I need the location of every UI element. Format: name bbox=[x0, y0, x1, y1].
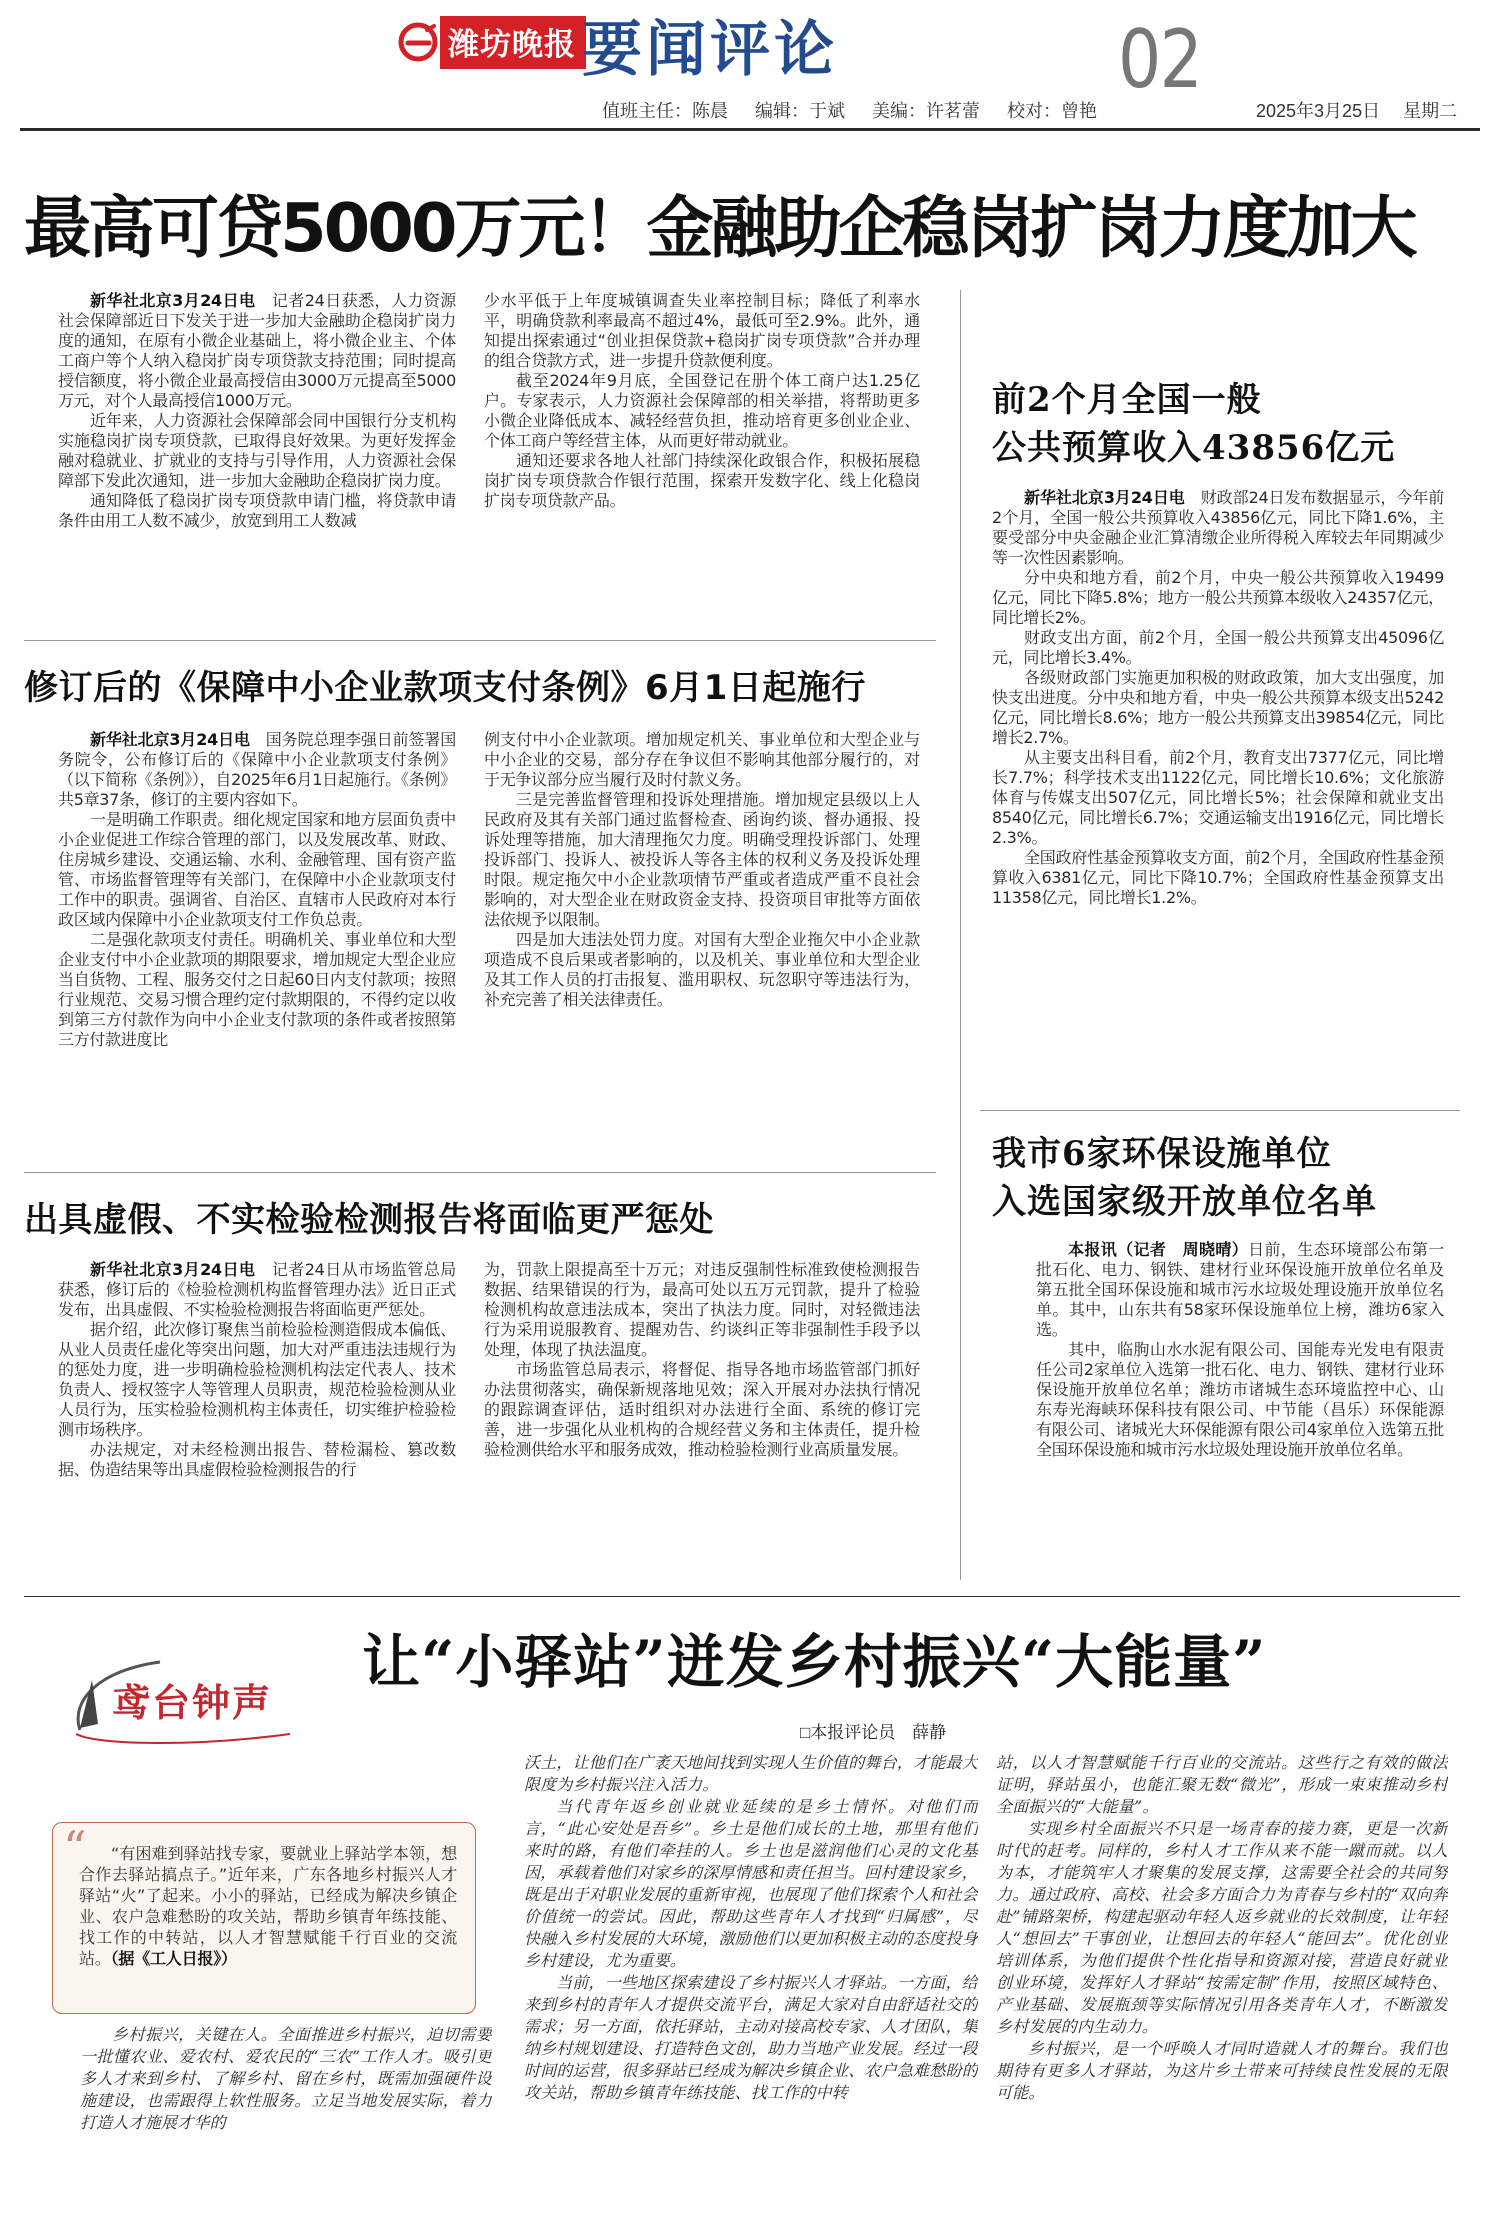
weekday-text: 星期二 bbox=[1403, 101, 1458, 121]
commentary-para-4: 当前，一些地区探索建设了乡村振兴人才驿站。一方面，给来到乡村的青年人才提供交流平台，满足大家对自由舒适社交的需求；另一方面，依托驿站，主动对接高校专家、人才团队，集纳乡村规划建设、打造特色文创，助力当地产业发展。经过一段时间的运营，很多驿站已经成为解决乡镇企业、农户急难愁盼的攻关站，帮助乡镇青年练技能、找工作的中转 bbox=[524, 1973, 978, 2102]
staff-editor: 编辑：于斌 bbox=[755, 101, 846, 121]
loan-dateline: 新华社北京3月24日电 bbox=[90, 291, 256, 310]
commentary-column-logo bbox=[40, 1650, 300, 1750]
loan-para-4: 少水平低于上年度城镇调查失业率控制目标；降低了利率水平，明确贷款利率最高不超过4%，最低可至2.9%。此外，通知提出探索通过“创业担保贷款+稳岗扩岗专项贷款”合并办理的组合贷款方式，进一步提升贷款便利度。 bbox=[484, 291, 920, 370]
page-number: 02 bbox=[1118, 13, 1202, 106]
issue-date bbox=[1256, 97, 1475, 123]
env-headline-line1: 我市6家环保设施单位 bbox=[992, 1134, 1332, 1174]
commentary-rule bbox=[24, 1596, 1460, 1597]
regulation-para-5: 三是完善监督管理和投诉处理措施。增加规定县级以上人民政府及其有关部门通过监督检查、函询约谈、督办通报、投诉处理等措施，加大清理拖欠力度。明确受理投诉部门、处理投诉部门、投诉人、被投诉人等各主体的权利义务及投诉处理时限。规定拖欠中小企业款项情节严重或者造成严重不良社会影响的，对大型企业在财政资金支持、投资项目审批等方面依法依规予以限制。 bbox=[484, 790, 920, 929]
commentary-title: 让“小驿站”迸发乡村振兴“大能量” bbox=[362, 1628, 1267, 1696]
inspection-dateline: 新华社北京3月24日电 bbox=[90, 1260, 256, 1279]
regulation-headline: 修订后的《保障中小企业款项支付条例》6月1日起施行 bbox=[24, 668, 866, 708]
budget-para-6: 全国政府性基金预算收支方面，前2个月，全国政府性基金预算收入6381亿元，同比下降10.7%；全国政府性基金预算支出11358亿元，同比增长1.2%。 bbox=[992, 848, 1444, 907]
inspection-para-1: 记者24日从市场监管总局获悉，修订后的《检验检测机构监督管理办法》近日正式发布，出具虚假、不实检验检测报告将面临更严惩处。 bbox=[58, 1260, 456, 1319]
env-dateline: 本报讯（记者 周晓晴） bbox=[1068, 1240, 1249, 1259]
commentary-byline: □本报评论员 薛静 bbox=[800, 1723, 947, 1742]
env-headline-line2: 入选国家级开放单位名单 bbox=[992, 1182, 1377, 1222]
budget-headline-line1: 前2个月全国一般 bbox=[992, 380, 1262, 420]
regulation-dateline: 新华社北京3月24日电 bbox=[90, 730, 250, 749]
inspection-para-3: 办法规定，对未经检测出报告、替检漏检、篡改数据、伪造结果等出具虚假检验检测报告的行 bbox=[58, 1440, 456, 1479]
budget-para-1: 财政部24日发布数据显示，今年前2个月，全国一般公共预算收入43856亿元，同比下降1.6%，主要受部分中央金融企业汇算清缴企业所得税入库较去年同期减少等一次性因素影响。 bbox=[992, 488, 1444, 567]
budget-para-2: 分中央和地方看，前2个月，中央一般公共预算收入19499亿元，同比下降5.8%；地方一般公共预算本级收入24357亿元，同比增长2%。 bbox=[992, 568, 1444, 627]
section-name: 要闻评论 bbox=[582, 15, 838, 85]
loan-para-5: 截至2024年9月底，全国登记在册个体工商户达1.25亿户。专家表示，人力资源社会保障部的相关举措，将帮助更多小微企业降低成本、减轻经营负担，推动培育更多创业企业、个体工商户等经营主体，从而更好带动就业。 bbox=[484, 371, 920, 450]
paper-name: 潍坊晚报 bbox=[440, 16, 586, 69]
commentary-column-name: 鸢台钟声 bbox=[112, 1680, 273, 1725]
env-para-2: 其中，临朐山水水泥有限公司、国能寿光发电有限责任公司2家单位入选第一批石化、电力、钢铁、建材行业环保设施开放单位名单；潍坊市诸城生态环境监控中心、山东寿光海峡环保科技有限公司、中节能（昌乐）环保能源有限公司、诸城光大环保能源有限公司4家单位入选第五批全国环保设施和城市污水垃圾处理设施开放单位名单。 bbox=[1036, 1340, 1444, 1459]
date-text: 2025年3月25日 bbox=[1256, 101, 1381, 121]
commentary-para-6: 实现乡村全面振兴不只是一场青春的接力赛，更是一次新时代的赶考。同样的，乡村人才工作从来不能一蹴而就。以人为本，才能筑牢人才聚集的发展支撑，这需要全社会的共同努力。通过政府、高校、社会多方面合力为青春与乡村的“双向奔赴”铺路架桥，构建起驱动年轻人返乡就业的长效制度，让年轻人“想回去”干事创业，让想回去的年轻人“能回去”。优化创业培训体系，为他们提供个性化指导和资源对接，营造良好就业创业环境，发挥好人才驿站“按需定制”作用，按照区域特色、产业基础、发展瓶颈等实际情况引用各类青年人才，不断激发乡村发展的内生动力。 bbox=[996, 1819, 1448, 2036]
commentary-quote bbox=[79, 1843, 457, 1969]
staff-designer: 美编：许茗蕾 bbox=[872, 101, 981, 121]
regulation-para-6: 四是加大违法处罚力度。对国有大型企业拖欠中小企业款项造成不良后果或者影响的，以及机关、事业单位和大型企业及其工作人员的打击报复、滥用职权、玩忽职守等违法行为，补充完善了相关法律责任。 bbox=[484, 930, 920, 1009]
inspection-article-col2 bbox=[484, 1260, 920, 1564]
inspection-headline: 出具虚假、不实检验检测报告将面临更严惩处 bbox=[24, 1200, 714, 1240]
loan-para-2: 近年来，人力资源社会保障部会同中国银行分支机构实施稳岗扩岗专项贷款，已取得良好效果。为更好发挥金融对稳就业、扩就业的支持与引导作用，人力资源社会保障部下发此次通知，进一步加大金融助企稳岗扩岗力度。 bbox=[58, 411, 456, 490]
regulation-para-1: 国务院总理李强日前签署国务院令，公布修订后的《保障中小企业款项支付条例》（以下简称《条例》），自2025年6月1日起施行。《条例》共5章37条，修订的主要内容如下。 bbox=[58, 730, 456, 809]
quote-mark-icon: “ bbox=[63, 1821, 87, 1875]
env-article bbox=[1036, 1240, 1444, 1560]
staff-proofreader: 校对：曾艳 bbox=[1007, 101, 1098, 121]
staff-credits bbox=[602, 97, 1119, 123]
regulation-para-4: 例支付中小企业款项。增加规定机关、事业单位和大型企业与中小企业的交易，部分存在争议但不影响其他部分履行的，对于无争议部分应当履行及时付款义务。 bbox=[484, 730, 920, 789]
divider bbox=[24, 1172, 936, 1173]
commentary-para-7: 乡村振兴，是一个呼唤人才同时造就人才的舞台。我们也期待有更多人才驿站，为这片乡土带来可持续良性发展的无限可能。 bbox=[996, 2039, 1448, 2102]
quote-source: （据《工人日报》） bbox=[110, 1949, 237, 1968]
main-headline: 最高可贷5000万元！金融助企稳岗扩岗力度加大 bbox=[24, 189, 1415, 267]
regulation-article-col1 bbox=[58, 730, 456, 1178]
env-para-1: 日前，生态环境部公布第一批石化、电力、钢铁、建材行业环保设施开放单位名单及第五批全国环保设施和城市污水垃圾处理设施开放单位名单。其中，山东共有58家环保设施单位上榜，潍坊6家入选。 bbox=[1036, 1240, 1444, 1339]
budget-article bbox=[992, 488, 1444, 1108]
regulation-para-3: 二是强化款项支付责任。明确机关、事业单位和大型企业支付中小企业款项的期限要求，增加规定大型企业应当自货物、工程、服务交付之日起60日内支付款项；按照行业规范、交易习惯合理约定付款期限的，不得约定以收到第三方付款作为向中小企业支付款项的条件或者按照第三方付款进度比 bbox=[58, 930, 456, 1049]
budget-dateline: 新华社北京3月24日电 bbox=[1024, 488, 1185, 507]
budget-para-5: 从主要支出科目看，前2个月，教育支出7377亿元，同比增长7.7%；科学技术支出1122亿元，同比增长10.6%；文化旅游体育与传媒支出507亿元，同比增长5%；社会保障和就业支出8540亿元，同比增长6.7%；交通运输支出1916亿元，同比增长2.3%。 bbox=[992, 748, 1444, 847]
quote-text: “有困难到驿站找专家，要就业上驿站学本领，想合作去驿站搞点子。”近年来，广东各地乡村振兴人才驿站“火”了起来。小小的驿站，已经成为解决乡镇企业、农户急难愁盼的攻关站，帮助乡镇青年练技能、找工作的中转站，以人才智慧赋能千行百业的交流站。 bbox=[79, 1844, 457, 1968]
divider bbox=[24, 640, 936, 641]
column-divider bbox=[960, 290, 961, 1580]
regulation-para-2: 一是明确工作职责。细化规定国家和地方层面负责中小企业促进工作综合管理的部门，以及发展改革、财政、住房城乡建设、交通运输、水利、金融管理、国有资产监管、市场监督管理等有关部门，在保障中小企业款项支付工作中的职责。强调省、自治区、直辖市人民政府对本行政区域内保障中小企业款项支付工作负总责。 bbox=[58, 810, 456, 929]
inspection-article-col1 bbox=[58, 1260, 456, 1564]
regulation-article-col2 bbox=[484, 730, 920, 1178]
commentary-col2 bbox=[524, 1752, 978, 2204]
commentary-para-5: 站，以人才智慧赋能千行百业的交流站。这些行之有效的做法证明，驿站虽小，也能汇聚无数“微光”，形成一束束推动乡村全面振兴的“大能量”。 bbox=[996, 1753, 1448, 1816]
commentary-para-1: 乡村振兴，关键在人。全面推进乡村振兴，迫切需要一批懂农业、爱农村、爱农民的“三农”工作人才。吸引更多人才来到乡村、了解乡村、留在乡村，既需加强硬件设施建设，也需跟得上软性服务。立足当地发展实际，着力打造人才施展才华的 bbox=[80, 2025, 492, 2132]
commentary-para-3: 当代青年返乡创业就业延续的是乡土情怀。对他们而言，“此心安处是吾乡”。乡土是他们成长的土地，那里有他们来时的路，有他们牵挂的人。乡土也是滋润他们心灵的文化基因，承载着他们对家乡的深厚情感和责任担当。回村建设家乡，既是出于对职业发展的重新审视，也展现了他们探索个人和社会价值统一的尝试。因此，帮助这些青年人才找到“归属感”，尽快融入乡村发展的大环境，激励他们以更加积极主动的态度投身乡村建设，尤为重要。 bbox=[524, 1797, 978, 1970]
budget-headline-line2: 公共预算收入43856亿元 bbox=[992, 428, 1396, 468]
loan-article-col2 bbox=[484, 291, 920, 621]
commentary-quote-box bbox=[52, 1822, 476, 2014]
divider bbox=[980, 1110, 1460, 1111]
paper-logo-icon bbox=[398, 22, 438, 62]
inspection-para-5: 市场监管总局表示，将督促、指导各地市场监管部门抓好办法贯彻落实，确保新规落地见效；深入开展对办法执行情况的跟踪调查评估，适时组织对办法进行全面、系统的修订完善，进一步强化从业机构的合规经营义务和主体责任，提升检验检测供给水平和服务成效，推动检验检测行业高质量发展。 bbox=[484, 1360, 920, 1459]
env-headline bbox=[992, 1130, 1377, 1226]
newspaper-logo bbox=[398, 16, 586, 68]
budget-para-3: 财政支出方面，前2个月，全国一般公共预算支出45096亿元，同比增长3.4%。 bbox=[992, 628, 1444, 667]
commentary-col1 bbox=[80, 2024, 492, 2200]
loan-para-3: 通知降低了稳岗扩岗专项贷款申请门槛，将贷款申请条件由用工人数不减少，放宽到用工人数减 bbox=[58, 491, 456, 530]
loan-para-6: 通知还要求各地人社部门持续深化政银合作，积极拓展稳岗扩岗专项贷款合作银行范围，探索开发数字化、线上化稳岗扩岗专项贷款产品。 bbox=[484, 451, 920, 510]
loan-para-1: 记者24日获悉，人力资源社会保障部近日下发关于进一步加大金融助企稳岗扩岗力度的通知，在原有小微企业基础上，将小微企业主、个体工商户等个人纳入稳岗扩岗专项贷款支持范围；同时提高授信额度，将小微企业最高授信由3000万元提高至5000万元，对个人最高授信1000万元。 bbox=[58, 291, 456, 410]
commentary-col3 bbox=[996, 1752, 1448, 2204]
loan-article-col1 bbox=[58, 291, 456, 621]
inspection-para-4: 为，罚款上限提高至十万元；对违反强制性标准致使检测报告数据、结果错误的行为，最高可处以五万元罚款，提升了检验检测机构故意违法成本，突出了执法力度。同时，对轻微违法行为采用说服教育、提醒劝告、约谈纠正等非强制性手段予以处理，体现了执法温度。 bbox=[484, 1260, 920, 1359]
budget-para-4: 各级财政部门实施更加积极的财政政策，加大支出强度，加快支出进度。分中央和地方看，中央一般公共预算本级支出5242亿元，同比增长8.6%；地方一般公共预算支出39854亿元，同比增长2.7%。 bbox=[992, 668, 1444, 747]
staff-duty-editor: 值班主任：陈晨 bbox=[602, 101, 728, 121]
inspection-para-2: 据介绍，此次修订聚焦当前检验检测造假成本偏低、从业人员责任虚化等突出问题，加大对严重违法违规行为的惩处力度，进一步明确检验检测机构法定代表人、技术负责人、授权签字人等管理人员职责，规范检验检测从业人员行为，压实检验检测机构主体责任，切实维护检验检测市场秩序。 bbox=[58, 1320, 456, 1439]
masthead-rule bbox=[20, 128, 1480, 131]
budget-headline bbox=[992, 376, 1395, 472]
commentary-para-2: 沃土，让他们在广袤天地间找到实现人生价值的舞台，才能最大限度为乡村振兴注入活力。 bbox=[524, 1753, 978, 1794]
